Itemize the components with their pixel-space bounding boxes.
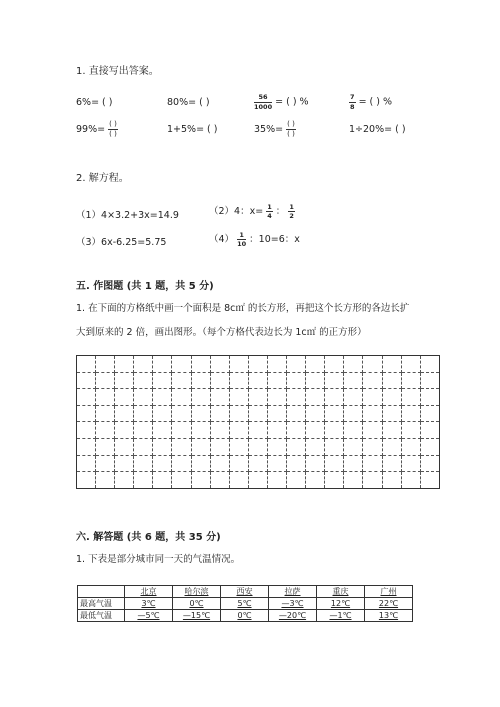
table-header-cell: 北京 xyxy=(125,586,173,598)
grid-paper[interactable] xyxy=(76,355,440,489)
grid-cell[interactable] xyxy=(287,389,306,406)
grid-row xyxy=(77,422,440,439)
fraction: $\frac{1}{4}$ xyxy=(267,202,272,220)
grid-cell[interactable] xyxy=(153,455,172,472)
grid-cell[interactable] xyxy=(287,356,306,373)
grid-cell[interactable] xyxy=(191,405,210,422)
grid-cell[interactable] xyxy=(306,422,325,439)
q1-item-7: 35%= $\frac{( )}{( )}$ xyxy=(254,120,295,138)
grid-cell[interactable] xyxy=(344,455,363,472)
grid-cell[interactable] xyxy=(344,422,363,439)
grid-cell[interactable] xyxy=(248,438,267,455)
table-cell: 12℃ xyxy=(317,598,365,610)
grid-cell[interactable] xyxy=(420,472,439,489)
grid-cell[interactable] xyxy=(115,405,134,422)
grid-cell[interactable] xyxy=(172,422,191,439)
grid-cell[interactable] xyxy=(382,405,401,422)
grid-cell[interactable] xyxy=(401,356,420,373)
grid-row xyxy=(77,472,440,489)
grid-cell[interactable] xyxy=(210,438,229,455)
grid-cell[interactable] xyxy=(248,356,267,373)
grid-cell[interactable] xyxy=(77,372,96,389)
grid-cell[interactable] xyxy=(191,455,210,472)
grid-cell[interactable] xyxy=(344,389,363,406)
grid-cell[interactable] xyxy=(115,455,134,472)
table-cell: —15℃ xyxy=(173,610,221,622)
grid-cell[interactable] xyxy=(287,472,306,489)
table-header-cell: 重庆 xyxy=(317,586,365,598)
grid-cell[interactable] xyxy=(96,405,115,422)
grid-cell[interactable] xyxy=(115,472,134,489)
grid-cell[interactable] xyxy=(96,472,115,489)
grid-cell[interactable] xyxy=(344,356,363,373)
table-row xyxy=(78,598,413,610)
grid-cell[interactable] xyxy=(267,422,286,439)
grid-cell[interactable] xyxy=(115,356,134,373)
q1-item-2: 80%= ( ) xyxy=(167,97,210,108)
grid-cell[interactable] xyxy=(287,422,306,439)
grid-cell[interactable] xyxy=(363,372,382,389)
grid-cell[interactable] xyxy=(77,422,96,439)
equation-1: （1）4×3.2+3x=14.9 xyxy=(76,210,179,221)
grid-cell[interactable] xyxy=(96,438,115,455)
grid-cell[interactable] xyxy=(134,356,153,373)
grid-cell[interactable] xyxy=(401,438,420,455)
grid-cell[interactable] xyxy=(191,372,210,389)
grid-cell[interactable] xyxy=(191,422,210,439)
fraction: $\frac{56}{1000}$ xyxy=(254,93,273,111)
grid-row xyxy=(77,389,440,406)
grid-cell[interactable] xyxy=(325,405,344,422)
grid-cell[interactable] xyxy=(153,438,172,455)
grid-cell[interactable] xyxy=(325,472,344,489)
grid-cell[interactable] xyxy=(363,438,382,455)
grid-cell[interactable] xyxy=(401,455,420,472)
grid-row xyxy=(77,356,440,373)
grid-cell[interactable] xyxy=(287,405,306,422)
grid-cell[interactable] xyxy=(77,438,96,455)
grid-cell[interactable] xyxy=(306,438,325,455)
grid-cell[interactable] xyxy=(267,389,286,406)
grid-cell[interactable] xyxy=(267,356,286,373)
grid-cell[interactable] xyxy=(134,405,153,422)
grid-cell[interactable] xyxy=(134,372,153,389)
table-cell: 22℃ xyxy=(365,598,413,610)
grid-cell[interactable] xyxy=(153,389,172,406)
section-5-title: 五. 作图题 (共 1 题，共 5 分) xyxy=(76,281,214,292)
grid-cell[interactable] xyxy=(267,405,286,422)
table-header-cell: 广州 xyxy=(365,586,413,598)
grid-cell[interactable] xyxy=(325,438,344,455)
grid-cell[interactable] xyxy=(325,356,344,373)
row-label: 最高气温 xyxy=(78,598,125,610)
grid-cell[interactable] xyxy=(401,422,420,439)
grid-cell[interactable] xyxy=(382,422,401,439)
grid-cell[interactable] xyxy=(401,372,420,389)
table-cell: —5℃ xyxy=(125,610,173,622)
grid-cell[interactable] xyxy=(248,405,267,422)
grid-cell[interactable] xyxy=(77,356,96,373)
table-cell: —1℃ xyxy=(317,610,365,622)
grid-cell[interactable] xyxy=(344,438,363,455)
section-6-title: 六. 解答题 (共 6 题，共 35 分) xyxy=(76,532,221,543)
grid-cell[interactable] xyxy=(420,438,439,455)
grid-cell[interactable] xyxy=(191,356,210,373)
grid-cell[interactable] xyxy=(420,405,439,422)
grid-cell[interactable] xyxy=(96,455,115,472)
grid-cell[interactable] xyxy=(134,389,153,406)
grid-cell[interactable] xyxy=(287,455,306,472)
grid-cell[interactable] xyxy=(172,389,191,406)
section-5-text-line-2: 大到原来的 2 倍，画出图形。（每个方格代表边长为 1c㎡ 的正方形） xyxy=(76,327,367,338)
section-6-text-line-1: 1. 下表是部分城市同一天的气温情况。 xyxy=(76,554,241,565)
grid-cell[interactable] xyxy=(325,389,344,406)
grid-cell[interactable] xyxy=(134,422,153,439)
grid-cell[interactable] xyxy=(191,438,210,455)
grid-cell[interactable] xyxy=(77,472,96,489)
grid-cell[interactable] xyxy=(229,356,248,373)
q1-item-1: 6%= ( ) xyxy=(76,97,113,108)
question-1-title: 1. 直接写出答案。 xyxy=(76,66,159,77)
table-cell: 13℃ xyxy=(365,610,413,622)
grid-cell[interactable] xyxy=(172,405,191,422)
grid-cell[interactable] xyxy=(210,356,229,373)
grid-cell[interactable] xyxy=(248,372,267,389)
grid-cell[interactable] xyxy=(153,356,172,373)
grid-cell[interactable] xyxy=(382,389,401,406)
fraction: $\frac{( )}{( )}$ xyxy=(109,120,117,138)
grid-cell[interactable] xyxy=(191,472,210,489)
grid-cell[interactable] xyxy=(401,389,420,406)
grid-cell[interactable] xyxy=(134,455,153,472)
grid-cell[interactable] xyxy=(363,405,382,422)
grid-cell[interactable] xyxy=(344,472,363,489)
grid-cell[interactable] xyxy=(210,422,229,439)
equation-4: （4） $\frac{1}{10}$ ：10=6：x xyxy=(209,230,300,248)
grid-cell[interactable] xyxy=(134,472,153,489)
equation-2: （2）4：x= $\frac{1}{4}$ ： $\frac{1}{2}$ xyxy=(209,202,294,220)
grid-cell[interactable] xyxy=(382,455,401,472)
grid-cell[interactable] xyxy=(363,389,382,406)
row-label: 最低气温 xyxy=(78,610,125,622)
grid-cell[interactable] xyxy=(382,438,401,455)
grid-cell[interactable] xyxy=(344,405,363,422)
grid-cell[interactable] xyxy=(229,422,248,439)
grid-cell[interactable] xyxy=(267,455,286,472)
q1-item-6: 1+5%= ( ) xyxy=(167,124,218,135)
grid-cell[interactable] xyxy=(325,455,344,472)
table-cell: —3℃ xyxy=(269,598,317,610)
grid-row xyxy=(77,372,440,389)
table-corner-cell xyxy=(78,586,125,598)
grid-cell[interactable] xyxy=(287,438,306,455)
fraction: $\frac{7}{8}$ xyxy=(350,93,355,111)
grid-cell[interactable] xyxy=(229,405,248,422)
grid-cell[interactable] xyxy=(401,405,420,422)
grid-cell[interactable] xyxy=(153,372,172,389)
grid-cell[interactable] xyxy=(306,389,325,406)
grid-cell[interactable] xyxy=(115,372,134,389)
grid-cell[interactable] xyxy=(420,372,439,389)
table-cell: —20℃ xyxy=(269,610,317,622)
grid-cell[interactable] xyxy=(191,389,210,406)
grid-cell[interactable] xyxy=(96,356,115,373)
grid-cell[interactable] xyxy=(420,422,439,439)
table-header-row xyxy=(78,586,413,598)
grid-cell[interactable] xyxy=(229,455,248,472)
grid-cell[interactable] xyxy=(248,389,267,406)
grid-row xyxy=(77,438,440,455)
table-row xyxy=(78,610,413,622)
grid-cell[interactable] xyxy=(267,472,286,489)
grid-cell[interactable] xyxy=(172,438,191,455)
grid-row xyxy=(77,405,440,422)
fraction: $\frac{1}{2}$ xyxy=(289,202,294,220)
grid-cell[interactable] xyxy=(420,455,439,472)
grid-cell[interactable] xyxy=(172,372,191,389)
grid-cell[interactable] xyxy=(153,472,172,489)
table-cell: 3℃ xyxy=(125,598,173,610)
grid-cell[interactable] xyxy=(134,438,153,455)
grid-cell[interactable] xyxy=(306,405,325,422)
grid-cell[interactable] xyxy=(382,356,401,373)
grid-cell[interactable] xyxy=(115,438,134,455)
grid-cell[interactable] xyxy=(267,438,286,455)
temperature-table xyxy=(77,585,413,622)
grid-cell[interactable] xyxy=(363,472,382,489)
grid-cell[interactable] xyxy=(287,372,306,389)
grid-cell[interactable] xyxy=(210,372,229,389)
fraction: $\frac{1}{10}$ xyxy=(237,230,247,248)
q1-item-3: $\frac{56}{1000}$ = ( ) % xyxy=(254,93,309,111)
grid-cell[interactable] xyxy=(306,356,325,373)
q1-item-5: 99%= $\frac{( )}{( )}$ xyxy=(76,120,117,138)
grid-cell[interactable] xyxy=(172,472,191,489)
grid-cell[interactable] xyxy=(96,372,115,389)
grid-cell[interactable] xyxy=(306,472,325,489)
grid-cell[interactable] xyxy=(363,422,382,439)
grid-cell[interactable] xyxy=(77,405,96,422)
question-2-title: 2. 解方程。 xyxy=(76,173,129,184)
grid-cell[interactable] xyxy=(363,356,382,373)
grid-cell[interactable] xyxy=(210,472,229,489)
grid-cell[interactable] xyxy=(115,389,134,406)
grid-cell[interactable] xyxy=(210,389,229,406)
grid-cell[interactable] xyxy=(153,422,172,439)
grid-cell[interactable] xyxy=(248,422,267,439)
grid-cell[interactable] xyxy=(267,372,286,389)
grid-cell[interactable] xyxy=(77,455,96,472)
q1-item-4: $\frac{7}{8}$ = ( ) % xyxy=(350,93,393,111)
grid-cell[interactable] xyxy=(382,372,401,389)
table-header-cell: 西安 xyxy=(221,586,269,598)
grid-cell[interactable] xyxy=(229,372,248,389)
grid-cell[interactable] xyxy=(229,472,248,489)
grid-cell[interactable] xyxy=(325,422,344,439)
grid-cell[interactable] xyxy=(306,372,325,389)
table-cell: 0℃ xyxy=(221,610,269,622)
grid-row xyxy=(77,455,440,472)
grid-cell[interactable] xyxy=(153,405,172,422)
grid-cell[interactable] xyxy=(420,389,439,406)
fraction: $\frac{( )}{( )}$ xyxy=(287,120,295,138)
grid-cell[interactable] xyxy=(210,455,229,472)
table-header-cell: 拉萨 xyxy=(269,586,317,598)
grid-cell[interactable] xyxy=(248,472,267,489)
grid-cell[interactable] xyxy=(401,472,420,489)
grid-cell[interactable] xyxy=(344,372,363,389)
grid-cell[interactable] xyxy=(172,356,191,373)
grid-cell[interactable] xyxy=(77,389,96,406)
grid-cell[interactable] xyxy=(229,389,248,406)
grid-cell[interactable] xyxy=(96,389,115,406)
section-5-text-line-1: 1. 在下面的方格纸中画一个面积是 8c㎡ 的长方形，再把这个长方形的各边长扩 xyxy=(76,303,410,314)
grid-cell[interactable] xyxy=(96,422,115,439)
grid-cell[interactable] xyxy=(363,455,382,472)
grid-cell[interactable] xyxy=(382,472,401,489)
grid-cell[interactable] xyxy=(420,356,439,373)
table-cell: 0℃ xyxy=(173,598,221,610)
grid-cell[interactable] xyxy=(210,405,229,422)
grid-cell[interactable] xyxy=(248,455,267,472)
table-cell: 5℃ xyxy=(221,598,269,610)
grid-cell[interactable] xyxy=(172,455,191,472)
grid-cell[interactable] xyxy=(229,438,248,455)
equation-3: （3）6x-6.25=5.75 xyxy=(76,237,167,248)
grid-cell[interactable] xyxy=(115,422,134,439)
grid-cell[interactable] xyxy=(306,455,325,472)
table-header-cell: 哈尔滨 xyxy=(173,586,221,598)
grid-cell[interactable] xyxy=(325,372,344,389)
q1-item-8: 1÷20%= ( ) xyxy=(349,124,406,135)
